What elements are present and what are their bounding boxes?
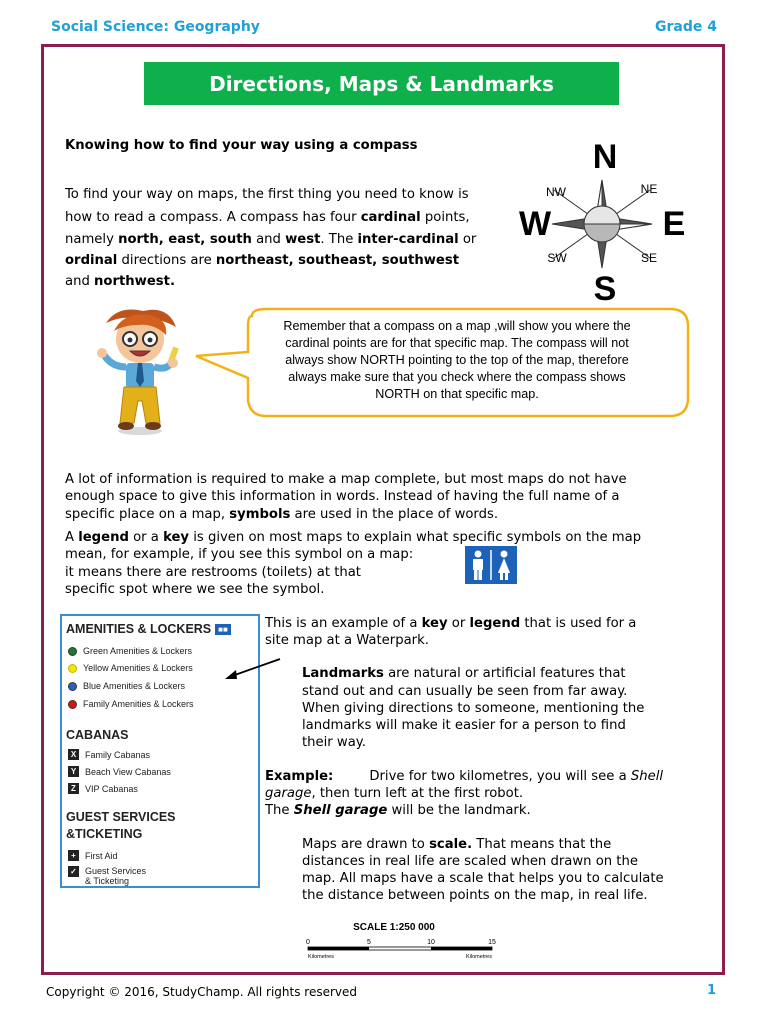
scale-tick-label: 5 xyxy=(367,939,371,946)
legend-item: Blue Amenities & Lockers xyxy=(68,681,185,691)
landmarks-line: their way. xyxy=(302,735,366,750)
red-dot-icon xyxy=(68,700,77,709)
landmarks-line: When giving directions to someone, mentioning the xyxy=(302,701,645,716)
info-line: A lot of information is required to make a map complete, but most maps do not have xyxy=(65,472,627,487)
legend-item: + First Aid xyxy=(68,850,118,861)
first-aid-icon: + xyxy=(68,850,79,861)
legend-line: specific spot where we see the symbol. xyxy=(65,582,325,597)
scale-line: the distance between points on the map, in real life. xyxy=(302,888,648,903)
legend-item: Green Amenities & Lockers xyxy=(68,646,192,656)
grade-header: Grade 4 xyxy=(655,19,717,35)
legend-ticketing-heading: &TICKETING xyxy=(66,827,143,841)
restroom-icon xyxy=(465,546,517,584)
green-dot-icon xyxy=(68,647,77,656)
intro-line: and northwest. xyxy=(65,274,175,289)
key-line: This is an example of a key or legend that is used for a xyxy=(265,616,637,631)
bubble-text: Remember that a compass on a map ,will show you where the cardinal points are for that specific map. The compass will not always show NORTH pointing to the top of the map, therefore always make sure that you check where the compass shows NORTH on that specific map. xyxy=(283,319,631,401)
landmarks-line: Landmarks are natural or artificial features that xyxy=(302,666,626,681)
compass-n-label: N xyxy=(592,138,618,176)
legend-item: X Family Cabanas xyxy=(68,749,150,760)
scale-tick-label: 15 xyxy=(488,939,496,946)
intro-line: ordinal directions are northeast, southeast, southwest xyxy=(65,253,460,268)
cabana-y-icon: Y xyxy=(68,766,79,777)
scale-line: distances in real life are scaled when drawn on the xyxy=(302,854,638,869)
guest-services-icon: ✓ xyxy=(68,866,79,877)
cabana-z-icon: Z xyxy=(68,783,79,794)
compass-e-label: E xyxy=(662,205,686,243)
scale-line: map. All maps have a scale that helps you to calculate xyxy=(302,871,664,886)
compass-se-label: SE xyxy=(640,251,658,265)
legend-guest-heading: GUEST SERVICES xyxy=(66,810,176,824)
legend-item: Family Amenities & Lockers xyxy=(68,699,194,709)
legend-item: ✓ Guest Services & Ticketing xyxy=(68,866,146,886)
lockers-icon: ■■ xyxy=(215,624,231,635)
compass-sw-label: SW xyxy=(547,251,567,265)
pointer-arrow xyxy=(222,656,284,682)
compass-nw-label: NW xyxy=(546,185,566,199)
legend-amenities-heading: AMENITIES & LOCKERS ■■ xyxy=(66,622,231,636)
scale-label: SCALE 1:250 000 xyxy=(353,922,435,933)
compass-ne-label: NE xyxy=(640,182,658,196)
page-number: 1 xyxy=(707,983,717,998)
scale-unit-right: Kilometres xyxy=(466,954,492,960)
blue-dot-icon xyxy=(68,682,77,691)
scale-tick-label: 10 xyxy=(427,939,435,946)
scale-tick-label: 0 xyxy=(306,939,310,946)
scale-unit-left: Kilometres xyxy=(308,954,334,960)
key-line: site map at a Waterpark. xyxy=(265,633,429,648)
scale-bar xyxy=(296,918,508,962)
intro-line: To find your way on maps, the first thing you need to know is xyxy=(65,187,469,202)
scale-line: Maps are drawn to scale. That means that the xyxy=(302,837,612,852)
intro-line: namely north, east, south and west. The inter-cardinal or xyxy=(65,232,477,247)
landmarks-line: landmarks will make it easier for a person to find xyxy=(302,718,626,733)
example-line: The Shell garage will be the landmark. xyxy=(265,803,531,818)
page-title: Directions, Maps & Landmarks xyxy=(144,62,619,105)
cabana-x-icon: X xyxy=(68,749,79,760)
landmarks-line: stand out and can usually be seen from far away. xyxy=(302,684,628,699)
compass-s-label: S xyxy=(593,270,617,306)
info-line: enough space to give this information in words. Instead of having the full name of a xyxy=(65,489,620,504)
legend-cabanas-heading: CABANAS xyxy=(66,728,129,742)
legend-line: it means there are restrooms (toilets) at that xyxy=(65,565,361,580)
cartoon-boy-illustration xyxy=(88,305,198,437)
compass-rose xyxy=(508,138,698,306)
subject-header: Social Science: Geography xyxy=(51,19,260,35)
copyright-footer: Copyright © 2016, StudyChamp. All rights reserved xyxy=(46,985,358,999)
legend-item: Yellow Amenities & Lockers xyxy=(68,663,193,673)
legend-line: A legend or a key is given on most maps to explain what specific symbols on the map xyxy=(65,530,642,545)
legend-item: Y Beach View Cabanas xyxy=(68,766,171,777)
legend-item: Z VIP Cabanas xyxy=(68,783,138,794)
example-line: garage, then turn left at the first robot. xyxy=(265,786,524,801)
section-heading: Knowing how to find your way using a compass xyxy=(65,138,418,153)
intro-line: how to read a compass. A compass has four cardinal points, xyxy=(65,210,470,225)
yellow-dot-icon xyxy=(68,664,77,673)
info-line: specific place on a map, symbols are used in the place of words. xyxy=(65,507,499,522)
legend-line: mean, for example, if you see this symbol on a map: xyxy=(65,547,414,562)
example-line: Example: Drive for two kilometres, you will see a Shell xyxy=(265,769,664,784)
compass-w-label: W xyxy=(518,205,552,243)
